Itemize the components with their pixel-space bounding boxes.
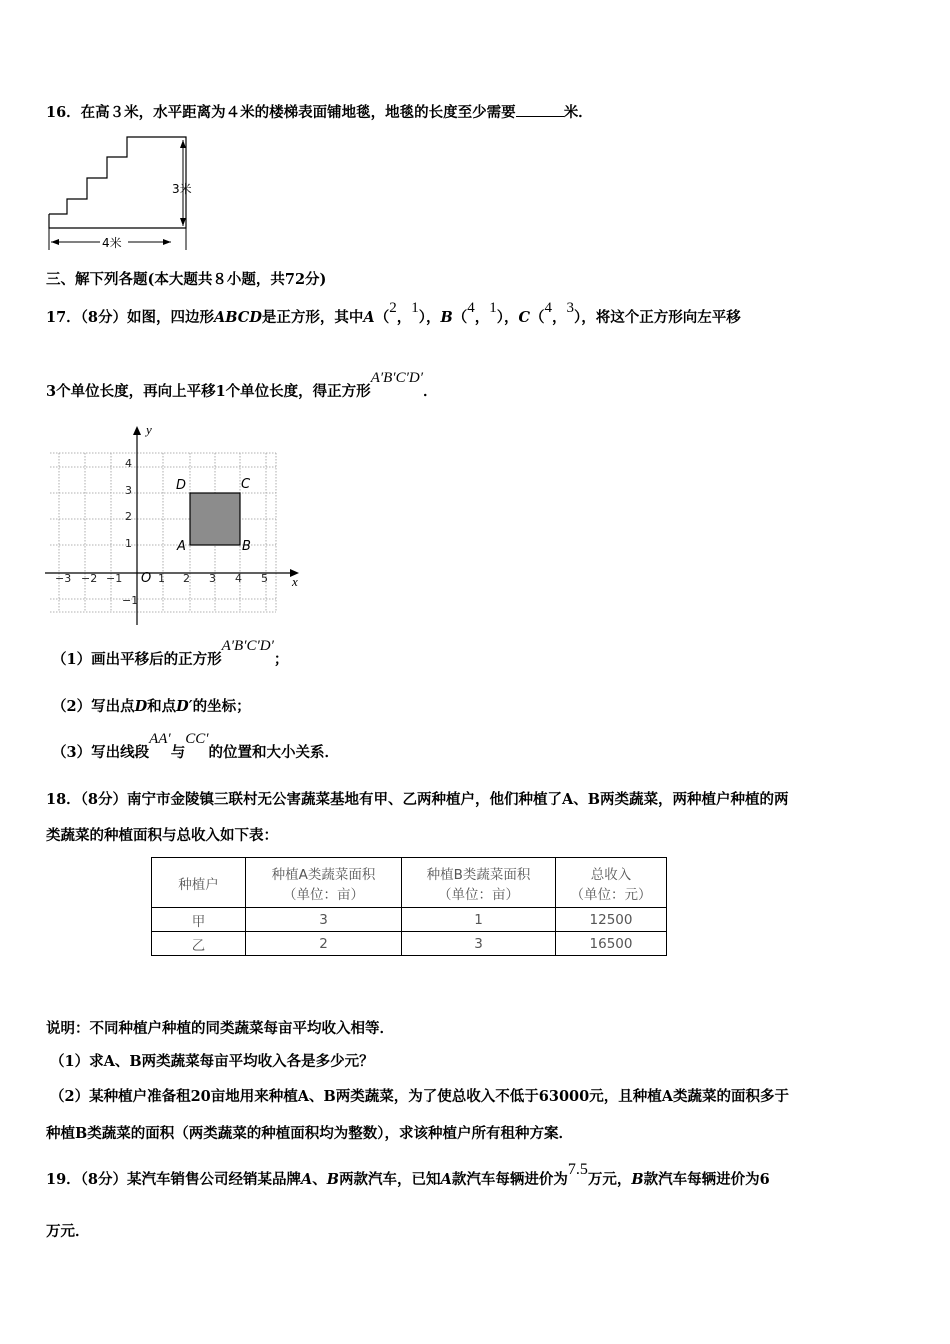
b-x: 4 xyxy=(467,300,475,316)
point-d-prime-label: D′ xyxy=(176,698,193,715)
row-a: 3 xyxy=(246,908,402,932)
separator: ， xyxy=(503,309,519,326)
part3-text-c: 的位置和大小关系． xyxy=(208,744,339,761)
paren-right: ） xyxy=(418,309,426,326)
staircase-outline xyxy=(49,137,186,228)
x-tick: −1 xyxy=(106,572,123,585)
q17-part1 xyxy=(52,638,289,670)
y-tick: 4 xyxy=(125,457,132,470)
q19-line1 xyxy=(46,1161,770,1190)
width-arrowhead-left xyxy=(51,239,59,245)
q19-intro: 19．（8分）某汽车销售公司经销某品牌 xyxy=(46,1171,302,1188)
q18-sub2a: （2）某种植户准备租20亩地用来种植A、B两类蔬菜，为了使总收入不低于63000元，且种植A类蔬菜的面积多于 xyxy=(50,1088,789,1105)
comma: ， xyxy=(474,309,490,326)
price-a: 7.5 xyxy=(567,1161,588,1178)
header-cell xyxy=(152,858,246,908)
paren-left: （ xyxy=(452,309,468,326)
coordinate-grid xyxy=(40,420,310,630)
y-axis-arrow xyxy=(133,426,141,435)
q19-text-c: 款汽车每辆进价为 xyxy=(451,1171,568,1188)
q19-text-b: 两款汽车，已知 xyxy=(339,1171,441,1188)
part3-text-a: （3）写出线段 xyxy=(52,744,150,761)
segment-cc-formula: CC′ xyxy=(185,731,209,747)
c-x: 4 xyxy=(544,300,552,316)
row-b: 1 xyxy=(402,908,556,932)
q18-line1: 18．（8分）南宁市金陵镇三联村无公害蔬菜基地有甲、乙两种植户，他们种植了A、B两类蔬菜，两种植户种植的两 xyxy=(46,791,789,808)
q18-sub1: （1）求A、B两类蔬菜每亩平均收入各是多少元？ xyxy=(50,1053,374,1070)
abcd-label: ABCD xyxy=(214,309,262,326)
row-a: 2 xyxy=(246,932,402,956)
paren-right: ） xyxy=(496,309,504,326)
part2-text-c: 的坐标； xyxy=(192,698,251,715)
header-text: 种植户 xyxy=(178,876,219,893)
x-tick: −3 xyxy=(55,572,72,585)
height-label: 3米 xyxy=(172,182,192,196)
q16-tail: 米． xyxy=(563,104,593,121)
q17-text-b: 是正方形，其中 xyxy=(261,309,364,326)
x-tick: 4 xyxy=(235,572,242,585)
point-b: B xyxy=(242,539,251,554)
point-b-label: B xyxy=(440,309,453,326)
answer-blank xyxy=(516,102,564,117)
q17-intro: 17．（8分）如图，四边形 xyxy=(46,309,215,326)
c-y: 3 xyxy=(566,300,574,316)
y-axis-label: y xyxy=(146,422,152,437)
q16-stem: 16．在高３米，水平距离为４米的楼梯表面铺地毯，地毯的长度至少需要 xyxy=(46,104,516,121)
comma: ， xyxy=(396,309,412,326)
separator: ， xyxy=(425,309,441,326)
row-total: 12500 xyxy=(556,908,667,932)
header-text: 种植A类蔬菜面积 xyxy=(271,866,376,883)
width-arrowhead-right xyxy=(163,239,171,245)
brand-a: A xyxy=(440,1171,452,1188)
table-row xyxy=(152,932,667,956)
row-b: 3 xyxy=(402,932,556,956)
planting-table xyxy=(151,857,667,956)
origin-label: O xyxy=(141,571,152,586)
point-a-label: A xyxy=(363,309,375,326)
period: ． xyxy=(422,383,438,400)
point-d: D xyxy=(176,478,187,493)
a-x: 2 xyxy=(389,300,397,316)
q19-text-e: 款汽车每辆进价为6 xyxy=(643,1171,770,1188)
table-header-row xyxy=(152,858,667,908)
q17-part3 xyxy=(52,731,339,763)
table-row xyxy=(152,908,667,932)
x-tick: 1 xyxy=(158,572,165,585)
separator: 、 xyxy=(312,1171,327,1188)
width-label: 4米 xyxy=(102,236,122,250)
height-arrow-bottom xyxy=(180,218,186,226)
comma: ， xyxy=(552,309,567,326)
q18-sub2b: 种植B类蔬菜的面积（两类蔬菜的种植面积均为整数），求该种植户所有租种方案． xyxy=(46,1125,574,1142)
q19-text-d: 万元， xyxy=(587,1171,632,1188)
brand-b: B xyxy=(631,1171,644,1188)
q17-translate-text: 3个单位长度，再向上平移1个单位长度，得正方形 xyxy=(46,383,371,400)
row-name: 甲 xyxy=(152,908,246,932)
paren-left: （ xyxy=(374,309,390,326)
y-tick: 2 xyxy=(125,510,132,523)
y-tick-labels xyxy=(122,457,138,607)
x-tick: 2 xyxy=(183,572,190,585)
q17-line1 xyxy=(46,300,741,328)
prime-square-formula: A′B′C′D′ xyxy=(221,638,274,654)
section-header: 三、解下列各题(本大题共８小题，共72分) xyxy=(46,271,327,288)
part2-text-a: （2）写出点 xyxy=(52,698,135,715)
x-tick: 5 xyxy=(261,572,268,585)
paren-right: ） xyxy=(574,309,582,326)
row-total: 16500 xyxy=(556,932,667,956)
q17-part2 xyxy=(52,697,251,717)
header-cell xyxy=(556,858,667,908)
brand-b: B xyxy=(326,1171,340,1188)
staircase-figure xyxy=(40,132,210,254)
header-cell xyxy=(402,858,556,908)
brand-a: A xyxy=(301,1171,313,1188)
header-unit: （单位：亩） xyxy=(283,886,364,903)
x-axis-label: x xyxy=(292,574,298,589)
x-tick-labels xyxy=(55,572,268,585)
a-y: 1 xyxy=(411,300,419,316)
q17-text-c: ，将这个正方形向左平移 xyxy=(581,309,741,326)
y-tick: 3 xyxy=(125,484,132,497)
q18-line2: 类蔬菜的种植面积与总收入如下表： xyxy=(46,827,278,844)
paren-left: （ xyxy=(530,309,545,326)
row-name: 乙 xyxy=(152,932,246,956)
point-d-label: D xyxy=(134,698,148,715)
point-c: C xyxy=(241,477,251,492)
prime-square-formula: A′B′C′D′ xyxy=(370,370,423,386)
y-tick: 1 xyxy=(125,537,132,550)
semicolon: ； xyxy=(273,651,289,668)
part1-text: （1）画出平移后的正方形 xyxy=(52,651,222,668)
segment-aa-formula: AA′ xyxy=(149,731,171,747)
x-tick: −2 xyxy=(81,572,98,585)
header-cell xyxy=(246,858,402,908)
height-arrow-top xyxy=(180,140,186,148)
header-unit: （单位：元） xyxy=(570,886,652,903)
q18-note: 说明：不同种植户种植的同类蔬菜每亩平均收入相等． xyxy=(46,1020,394,1037)
square-abcd xyxy=(190,493,240,545)
point-a: A xyxy=(177,539,186,554)
y-tick: −1 xyxy=(122,594,139,607)
q17-line2 xyxy=(46,370,438,402)
q19-line2: 万元． xyxy=(46,1223,90,1240)
part2-text-b: 和点 xyxy=(147,698,177,715)
header-text: 总收入 xyxy=(590,866,632,883)
header-text: 种植B类蔬菜面积 xyxy=(426,866,531,883)
b-y: 1 xyxy=(489,300,497,316)
header-unit: （单位：亩） xyxy=(438,886,519,903)
point-c-label: C xyxy=(518,309,530,326)
part3-text-b: 与 xyxy=(170,744,186,761)
x-tick: 3 xyxy=(209,572,216,585)
q16-text xyxy=(46,102,593,123)
